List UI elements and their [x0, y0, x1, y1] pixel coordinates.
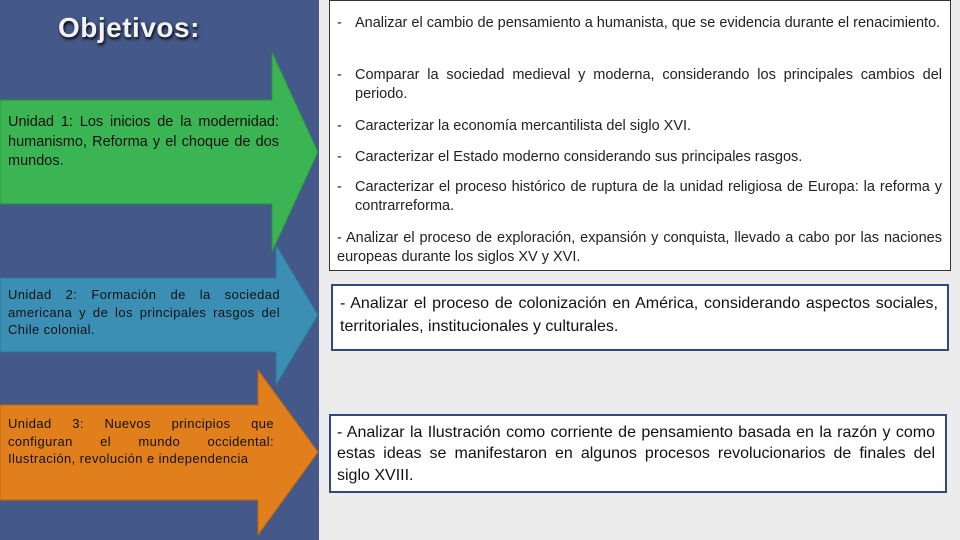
objective-4: [337, 148, 942, 167]
objective-text: Caracterizar el proceso histórico de ruptura de la unidad religiosa de Europa: la reforma y contrarreforma.: [355, 179, 942, 214]
unit2-label: Unidad 2: Formación de la sociedad americana y de los principales rasgos del Chile colonial.: [8, 287, 280, 338]
unit3-objective: - Analizar la Ilustración como corriente de pensamiento basada en la razón y como estas ideas se manifestaron en algunos procesos revolucionarios de finales del siglo XVIII.: [337, 424, 935, 484]
unit3-label: Unidad 3: Nuevos principios que configuran el mundo occidental: Ilustración, revolución e independencia: [8, 416, 274, 467]
unit2-objective: - Analizar el proceso de colonización en América, considerando aspectos sociales, territoriales, institucionales y culturales.: [340, 295, 938, 336]
objective-5: [337, 178, 942, 216]
objective-dash: -: [337, 149, 342, 165]
objective-text: Analizar el cambio de pensamiento a humanista, que se evidencia durante el renacimiento.: [355, 15, 941, 31]
objective-text: Caracterizar la economía mercantilista del siglo XVI.: [355, 118, 692, 134]
objective-dash: -: [337, 15, 342, 31]
objective-1: [337, 14, 942, 33]
objective-3: [337, 117, 942, 136]
objective-6: - Analizar el proceso de exploración, expansión y conquista, llevado a cabo por las naciones europeas durante los siglos XV y XVI.: [337, 230, 942, 265]
page-title: Objetivos:: [58, 12, 200, 43]
unit1-label: Unidad 1: Los inicios de la modernidad: humanismo, Reforma y el choque de dos mundos.: [8, 114, 279, 170]
objective-dash: -: [337, 179, 342, 195]
objective-dash: -: [337, 118, 342, 134]
objective-dash: -: [337, 67, 342, 83]
objective-2: [337, 66, 942, 104]
objective-text: Comparar la sociedad medieval y moderna, considerando los principales cambios del periodo.: [355, 67, 942, 102]
objective-text: Caracterizar el Estado moderno considerando sus principales rasgos.: [355, 149, 803, 165]
